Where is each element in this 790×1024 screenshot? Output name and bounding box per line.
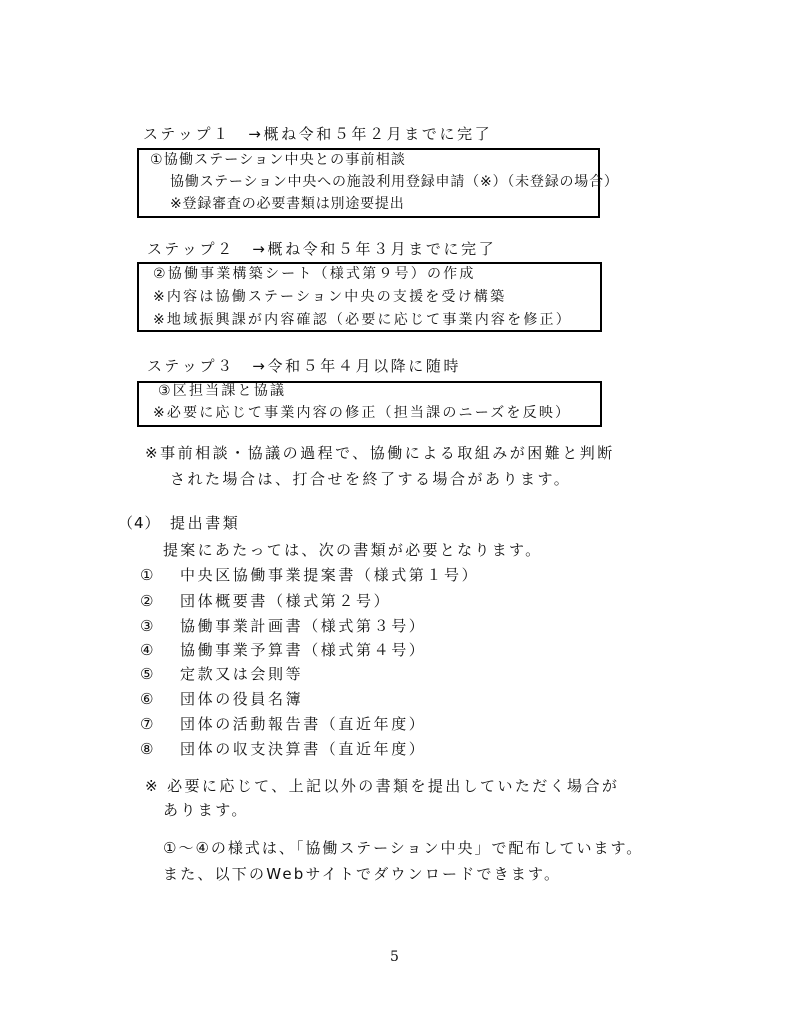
document-item-6-text: 団体の役員名簿 bbox=[180, 690, 304, 708]
section4-title: 提出書類 bbox=[170, 514, 241, 532]
step1-line-3: ※登録審査の必要書類は別途要提出 bbox=[170, 196, 405, 212]
step2-line-3: ※地域振興課が内容確認（必要に応じて事業内容を修正） bbox=[153, 312, 572, 328]
document-item-4-text: 協働事業予算書（様式第４号） bbox=[180, 641, 427, 659]
step1-line-1: ①協働ステーション中央との事前相談 bbox=[150, 152, 407, 168]
document-item-6-number: ⑥ bbox=[140, 690, 157, 708]
consultation-note-line-2: された場合は、打合せを終了する場合があります。 bbox=[170, 470, 572, 488]
document-item-5-text: 定款又は会則等 bbox=[180, 665, 304, 683]
section4-intro: 提案にあたっては、次の書類が必要となります。 bbox=[163, 541, 543, 559]
step2-heading: ステップ２ →概ね令和５年３月までに完了 bbox=[147, 240, 497, 258]
document-item-1-number: ① bbox=[140, 566, 157, 584]
step2-line-2: ※内容は協働ステーション中央の支援を受け構築 bbox=[153, 289, 507, 305]
form-distribution-line-1: ①～④の様式は、「協働ステーション中央」で配布しています。 bbox=[163, 839, 644, 857]
document-item-4-number: ④ bbox=[140, 641, 157, 659]
document-item-5-number: ⑤ bbox=[140, 665, 157, 683]
additional-documents-note-line-1: ※ 必要に応じて、上記以外の書類を提出していただく場合が bbox=[145, 777, 620, 795]
document-item-8-text: 団体の収支決算書（直近年度） bbox=[180, 740, 427, 758]
step3-line-2: ※必要に応じて事業内容の修正（担当課のニーズを反映） bbox=[153, 405, 572, 421]
document-item-7-text: 団体の活動報告書（直近年度） bbox=[180, 715, 427, 733]
document-item-1-text: 中央区協働事業提案書（様式第１号） bbox=[180, 566, 480, 584]
document-item-3-number: ③ bbox=[140, 617, 157, 635]
page-number: 5 bbox=[390, 949, 399, 965]
step3-heading: ステップ３ →令和５年４月以降に随時 bbox=[147, 357, 462, 375]
document-item-7-number: ⑦ bbox=[140, 715, 157, 733]
step3-line-1: ③区担当課と協議 bbox=[158, 383, 287, 399]
step1-line-2: 協働ステーション中央への施設利用登録申請（※）（未登録の場合） bbox=[170, 174, 619, 190]
additional-documents-note-line-2: あります。 bbox=[163, 801, 249, 819]
section4-number: （4） bbox=[118, 514, 161, 532]
form-distribution-line-2: また、以下のWebサイトでダウンロードできます。 bbox=[163, 865, 562, 883]
document-item-2-number: ② bbox=[140, 592, 157, 610]
document-item-3-text: 協働事業計画書（様式第３号） bbox=[180, 617, 427, 635]
step1-heading: ステップ１ →概ね令和５年２月までに完了 bbox=[143, 125, 493, 143]
document-item-8-number: ⑧ bbox=[140, 740, 157, 758]
step2-line-1: ②協働事業構築シート（様式第９号）の作成 bbox=[153, 266, 476, 282]
document-item-2-text: 団体概要書（様式第２号） bbox=[180, 592, 392, 610]
consultation-note-line-1: ※事前相談・協議の過程で、協働による取組みが困難と判断 bbox=[145, 444, 615, 462]
